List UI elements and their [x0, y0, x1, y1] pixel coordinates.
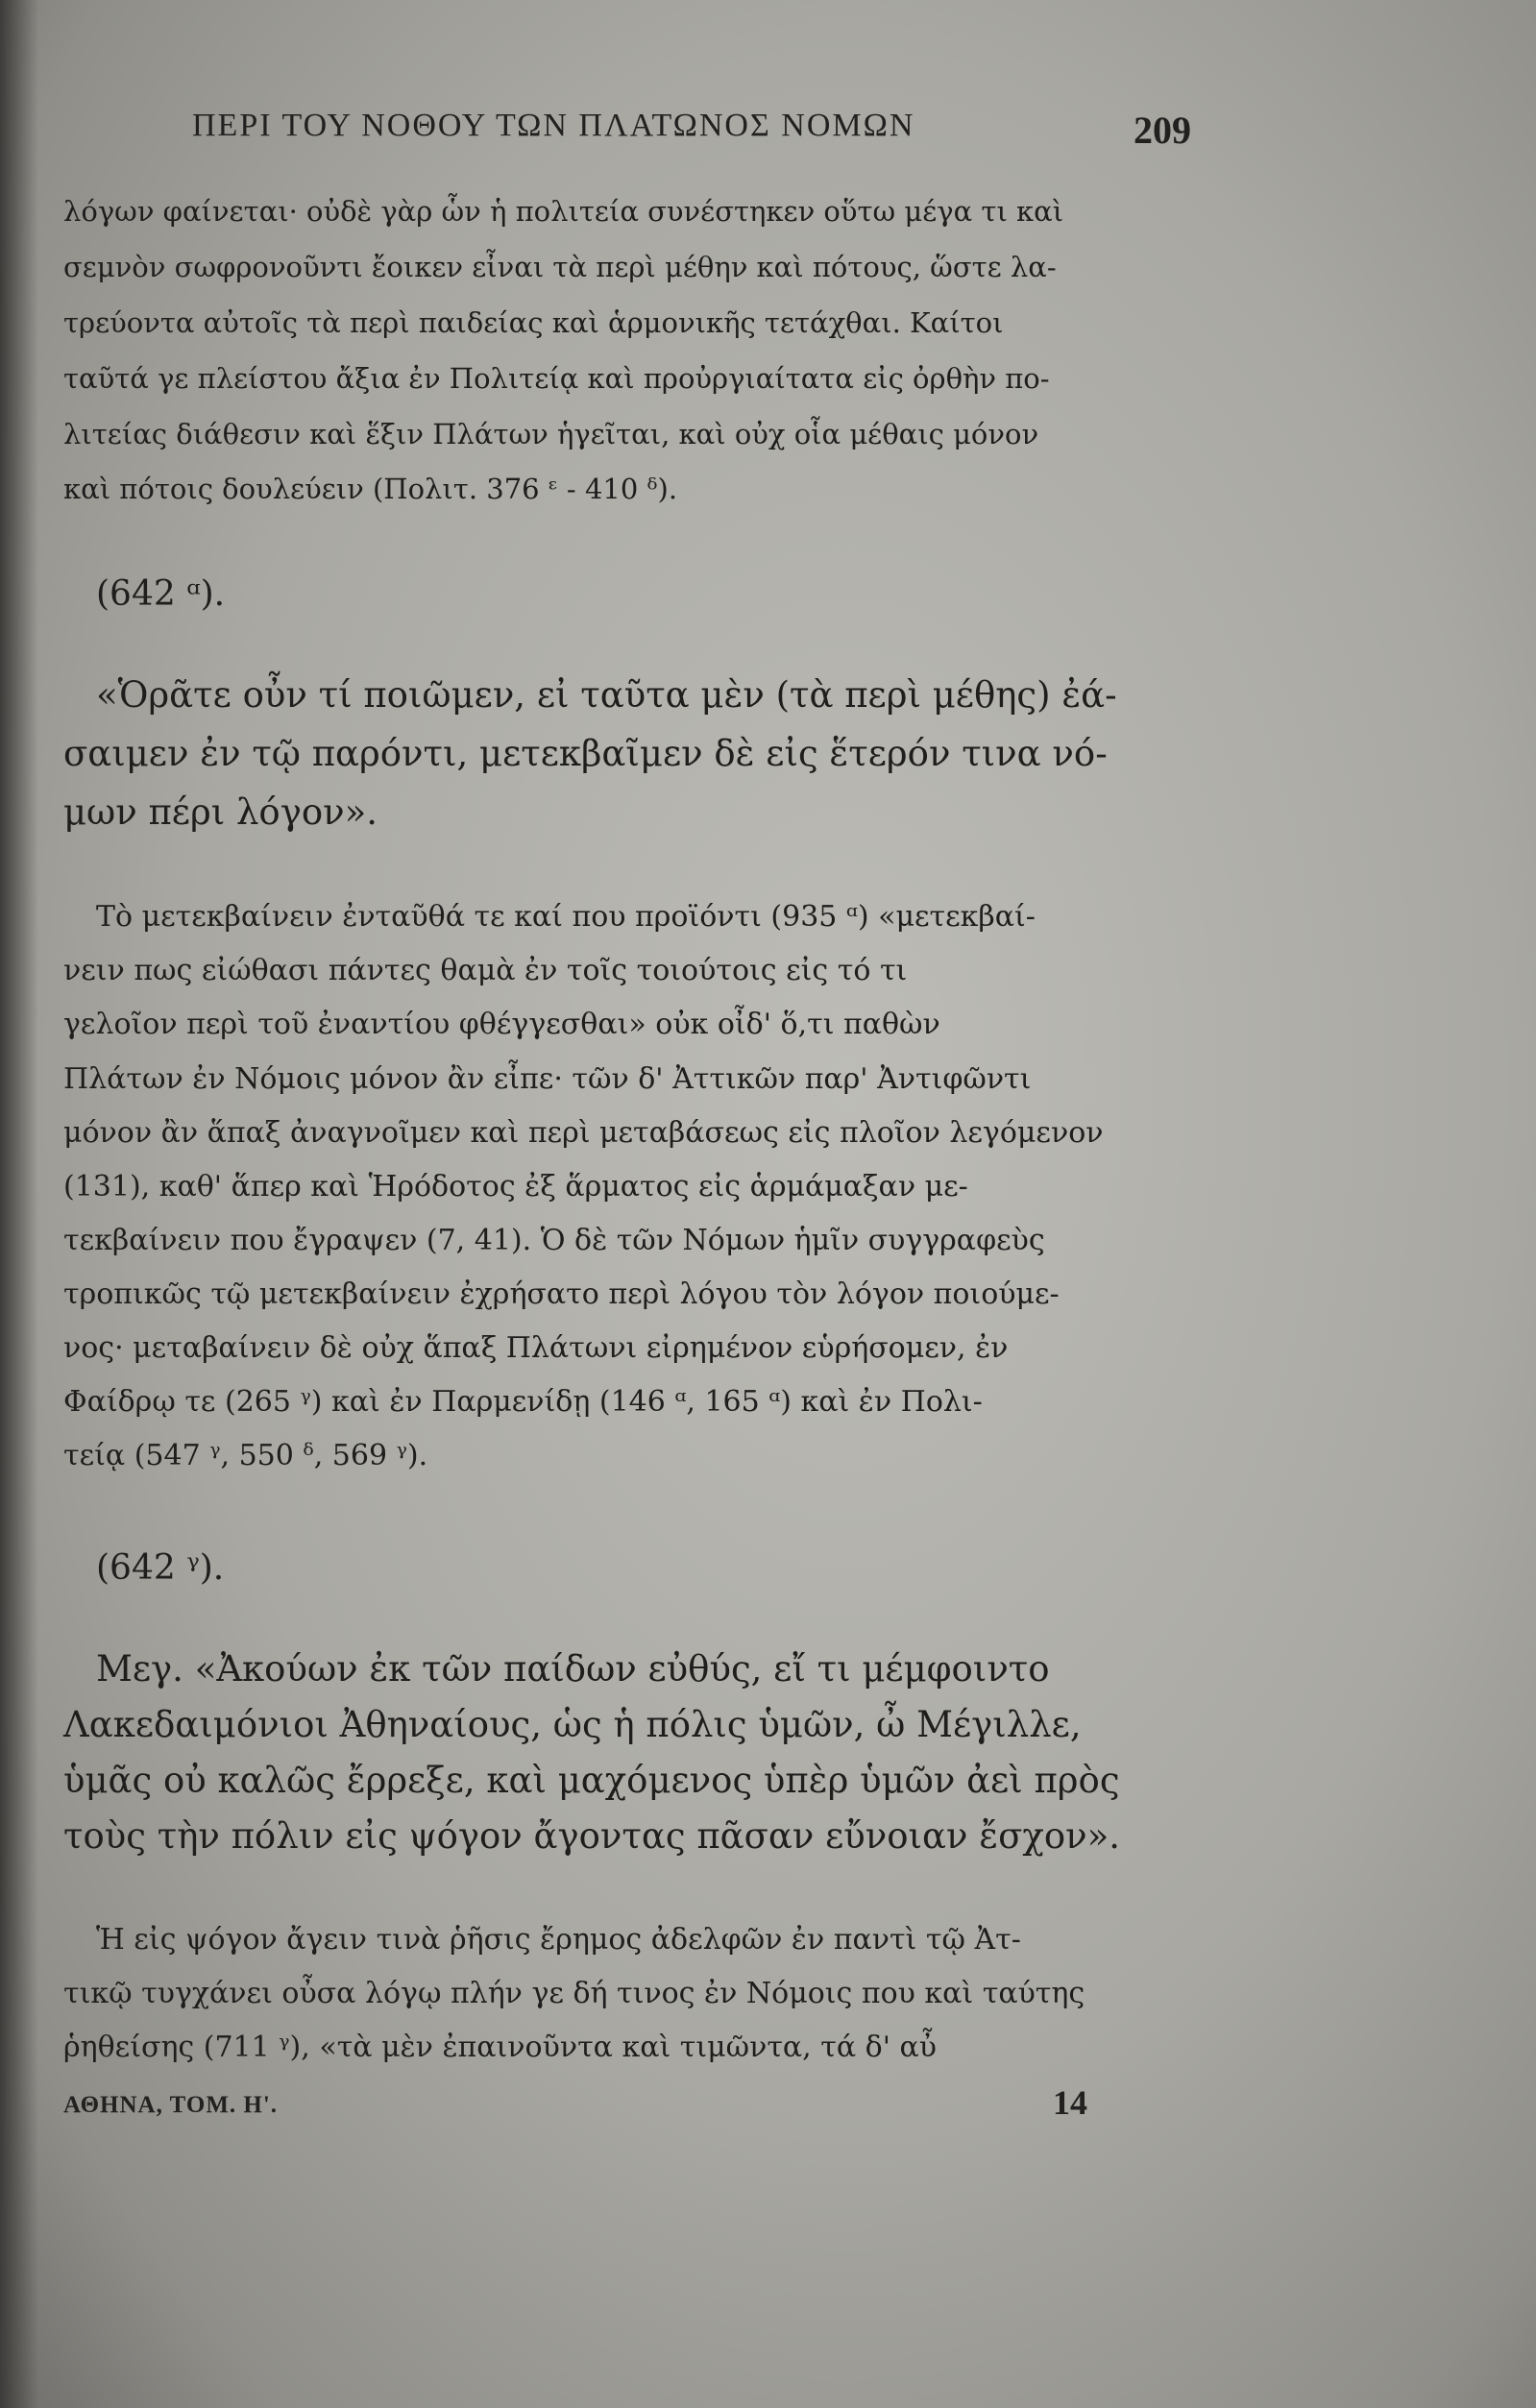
section-reference: (642 ᵞ).	[96, 1548, 225, 1588]
running-title: ΠΕΡΙ ΤΟΥ ΝΟΘΟΥ ΤΩΝ ΠΛΑΤΩΝΟΣ ΝΟΜΩΝ	[192, 108, 915, 143]
text-line: τεκβαίνειν που ἔγραψεν (7, 41). Ὁ δὲ τῶν Νόμων ἡμῖν συγγραφεὺς	[63, 1224, 1045, 1257]
signature-mark: ΑΘΗΝΑ, ΤΟΜ. Η'.	[63, 2092, 279, 2118]
sheet-number: 14	[1053, 2083, 1087, 2122]
running-header	[192, 108, 1191, 165]
page-footer	[63, 2082, 1101, 2130]
text-line: καὶ πότοις δουλεύειν (Πολιτ. 376 ᵋ - 410 ᵟ).	[63, 473, 678, 505]
text-line: νος· μεταβαίνειν δὲ οὐχ ἅπαξ Πλάτωνι εἰρημένον εὑρήσομεν, ἐν	[63, 1331, 1009, 1365]
text-line: σεμνὸν σωφρονοῦντι ἔοικεν εἶναι τὰ περὶ μέθην καὶ πότους, ὥστε λα-	[63, 251, 1057, 283]
text-line: μων πέρι λόγον».	[63, 791, 378, 833]
section-reference: (642 ᵅ).	[96, 574, 226, 614]
text-line: Πλάτων ἐν Νόμοις μόνον ἂν εἶπε· τῶν δ' Ἀττικῶν παρ' Ἀντιφῶντι	[63, 1062, 1032, 1096]
text-line: λόγων φαίνεται· οὐδὲ γὰρ ὧν ἡ πολιτεία συνέστηκεν οὕτω μέγα τι καὶ	[63, 195, 1064, 228]
page-shadow-edge	[0, 0, 38, 2408]
text-line: ταῦτά γε πλείστου ἄξια ἐν Πολιτείᾳ καὶ προὐργιαίτατα εἰς ὀρθὴν πο-	[63, 362, 1050, 395]
page-number: 209	[1134, 109, 1191, 152]
text-line: σαιμεν ἐν τῷ παρόντι, μετεκβαῖμεν δὲ εἰς ἕτερόν τινα νό-	[63, 733, 1108, 774]
text-line: γελοῖον περὶ τοῦ ἐναντίου φθέγγεσθαι» οὐκ οἶδ' ὅ,τι παθὼν	[63, 1008, 940, 1041]
text-line: τικῷ τυγχάνει οὖσα λόγῳ πλήν γε δή τινος ἐν Νόμοις που καὶ ταύτης	[63, 1977, 1085, 2010]
text-line: «Ὁρᾶτε οὖν τί ποιῶμεν, εἰ ταῦτα μὲν (τὰ περὶ μέθης) ἐά-	[96, 674, 1117, 716]
text-line: τείᾳ (547 ᵞ, 550 ᵟ, 569 ᵞ).	[63, 1439, 428, 1472]
text-line: Λακεδαιμόνιοι Ἀθηναίους, ὡς ἡ πόλις ὑμῶν, ὦ Μέγιλλε,	[63, 1704, 1082, 1745]
text-line: ῥηθείσης (711 ᵞ), «τὰ μὲν ἐπαινοῦντα καὶ τιμῶντα, τά δ' αὖ	[63, 2031, 937, 2064]
text-line: νειν πως εἰώθασι πάντες θαμὰ ἐν τοῖς τοιούτοις εἰς τό τι	[63, 954, 908, 987]
text-line: Τὸ μετεκβαίνειν ἐνταῦθά τε καί που προϊόντι (935 ᵅ) «μετεκβαί-	[96, 900, 1036, 934]
text-line: τροπικῶς τῷ μετεκβαίνειν ἐχρήσατο περὶ λόγου τὸν λόγον ποιούμε-	[63, 1277, 1060, 1311]
text-line: τοὺς τὴν πόλιν εἰς ψόγον ἄγοντας πᾶσαν εὔνοιαν ἔσχον».	[63, 1815, 1120, 1857]
text-line: ὑμᾶς οὐ καλῶς ἔρρεξε, καὶ μαχόμενος ὑπὲρ ὑμῶν ἀεὶ πρὸς	[63, 1760, 1120, 1801]
text-line: λιτείας διάθεσιν καὶ ἕξιν Πλάτων ἡγεῖται, καὶ οὐχ οἷα μέθαις μόνον	[63, 418, 1039, 450]
text-line: μόνον ἂν ἅπαξ ἀναγνοῖμεν καὶ περὶ μεταβάσεως εἰς πλοῖον λεγόμενον	[63, 1116, 1104, 1150]
text-line: Φαίδρῳ τε (265 ᵞ) καὶ ἐν Παρμενίδῃ (146 ᵅ, 165 ᵅ) καὶ ἐν Πολι-	[63, 1385, 983, 1419]
text-line: Ἡ εἰς ψόγον ἄγειν τινὰ ῥῆσις ἔρημος ἀδελφῶν ἐν παντὶ τῷ Ἀτ-	[96, 1923, 1021, 1957]
text-line: Μεγ. «Ἀκούων ἐκ τῶν παίδων εὐθύς, εἴ τι μέμφοιντο	[96, 1648, 1050, 1690]
text-line: τρεύοντα αὐτοῖς τὰ περὶ παιδείας καὶ ἁρμονικῆς τετάχθαι. Καίτοι	[63, 306, 1004, 339]
text-line: (131), καθ' ἅπερ καὶ Ἡρόδοτος ἐξ ἅρματος εἰς ἁρμάμαξαν με-	[63, 1170, 968, 1204]
